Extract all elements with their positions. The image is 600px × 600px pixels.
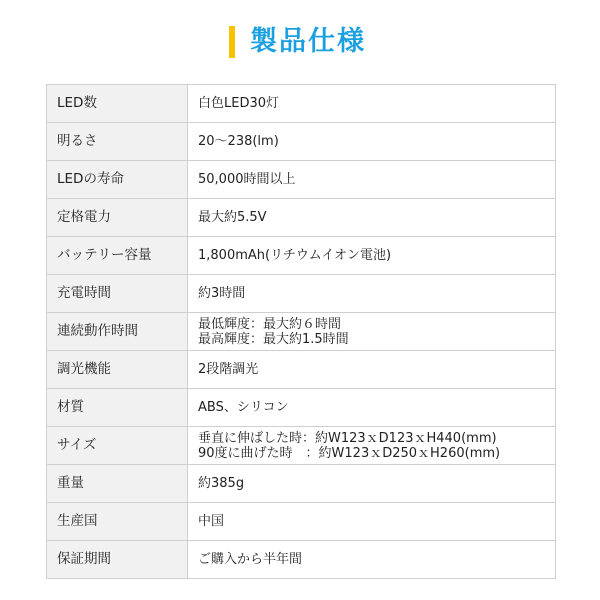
- spec-label: LEDの寿命: [47, 161, 188, 199]
- spec-value-line: 1,800mAh(リチウムイオン電池): [198, 248, 392, 263]
- spec-row: [47, 123, 556, 161]
- spec-label: バッテリー容量: [47, 237, 188, 275]
- spec-value: [188, 351, 556, 389]
- spec-value: [188, 85, 556, 123]
- spec-label: 明るさ: [47, 123, 188, 161]
- section-header: [0, 0, 600, 80]
- spec-label: 連続動作時間: [47, 313, 188, 351]
- spec-value-line: 最高輝度：最大約1.5時間: [198, 331, 349, 347]
- spec-row: [47, 85, 556, 123]
- spec-row: [47, 465, 556, 503]
- title-accent-bar: [229, 26, 235, 58]
- spec-row: [47, 199, 556, 237]
- spec-label: 重量: [47, 465, 188, 503]
- spec-label: 定格電力: [47, 199, 188, 237]
- spec-label: 材質: [47, 389, 188, 427]
- spec-value: [188, 275, 556, 313]
- spec-table-body: [47, 85, 556, 579]
- spec-value: [188, 503, 556, 541]
- spec-row: [47, 351, 556, 389]
- spec-label: 充電時間: [47, 275, 188, 313]
- spec-row: [47, 237, 556, 275]
- spec-value: [188, 123, 556, 161]
- spec-value: [188, 389, 556, 427]
- spec-row: [47, 503, 556, 541]
- spec-label: LED数: [47, 85, 188, 123]
- spec-table: [46, 84, 556, 579]
- spec-value-line: ご購入から半年間: [198, 552, 303, 567]
- spec-value: [188, 199, 556, 237]
- spec-value-line: 約385g: [198, 476, 245, 491]
- spec-value-line: 20〜238(lm): [198, 134, 279, 149]
- spec-value-line: 50,000時間以上: [198, 172, 296, 187]
- spec-value-line: 中国: [198, 514, 225, 529]
- spec-value: [188, 427, 556, 465]
- spec-label: サイズ: [47, 427, 188, 465]
- spec-row: [47, 389, 556, 427]
- page-title: 製品仕様: [250, 26, 366, 57]
- spec-row: [47, 427, 556, 465]
- spec-value: [188, 541, 556, 579]
- spec-label: 調光機能: [47, 351, 188, 389]
- spec-value-line: 約3時間: [198, 286, 246, 301]
- spec-value: [188, 161, 556, 199]
- spec-value: [188, 313, 556, 351]
- spec-value: [188, 465, 556, 503]
- spec-value-line: 白色LED30灯: [198, 96, 280, 111]
- spec-value: [188, 237, 556, 275]
- spec-row: [47, 275, 556, 313]
- spec-value-line: 最低輝度：最大約６時間: [198, 316, 342, 332]
- spec-row: [47, 541, 556, 579]
- spec-label: 生産国: [47, 503, 188, 541]
- spec-value-line: 最大約5.5V: [198, 210, 267, 225]
- spec-value-line: 2段階調光: [198, 362, 259, 377]
- spec-row: [47, 161, 556, 199]
- spec-value-line: 垂直に伸ばした時：約W123ｘD123ｘH440(mm): [198, 430, 497, 446]
- spec-row: [47, 313, 556, 351]
- spec-label: 保証期間: [47, 541, 188, 579]
- spec-value-line: 90度に曲げた時 ：約W123ｘD250ｘH260(mm): [198, 445, 501, 461]
- spec-value-line: ABS、シリコン: [198, 400, 289, 415]
